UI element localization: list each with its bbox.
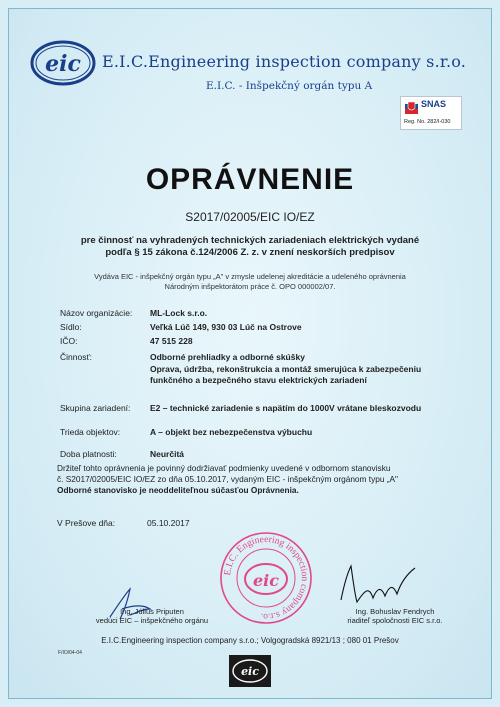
right-signatory-name: Ing. Bohuslav Fendrych [355,607,435,616]
company-subtitle: E.I.C. - Inšpekčný orgán typu A [206,80,373,92]
seat-value: Veľká Lúč 149, 930 03 Lúč na Ostrove [150,322,302,332]
purpose-line: pre činnosť na vyhradených technických zariadeniach elektrických vydané [80,235,420,246]
snas-label: SNAS [421,99,447,109]
slovak-flag-icon [405,99,418,114]
equipment-group-label: Skupina zariadení: [60,403,131,413]
left-signatory [92,607,212,625]
validity-value: Neurčitá [150,449,185,459]
document-purpose [60,235,440,259]
place-date-label: V Prešove dňa: [57,518,116,528]
activity-value-inspections: Odborné prehliadky a odborné skúšky [150,352,305,362]
logo-text: eic [45,51,81,77]
ico-value: 47 515 228 [150,336,193,346]
org-label: Názov organizácie: [60,308,133,318]
left-signatory-name: Ing. Július Priputen [120,607,184,616]
activity-value-repairs: Oprava, údržba, rekonštrukcia a montáž smerujúca k zabezpečeniu funkčného a bezpečného stavu elektrických zariadení [150,364,422,385]
snas-reg-number: Reg. No. 282/I-030 [404,119,451,125]
company-name: E.I.C.Engineering inspection company s.r.o. [102,52,467,71]
left-signatory-role: vedúci EIC – inšpekčného orgánu [95,616,209,625]
snas-badge [400,96,462,130]
issuer-statement [70,272,430,292]
validity-label: Doba platnosti: [60,449,117,459]
official-stamp [218,530,314,626]
document-title: OPRÁVNENIE [145,163,355,196]
org-value: ML-Lock s.r.o. [150,308,208,318]
seat-label: Sídlo: [60,322,82,332]
right-signature-mark [335,560,425,610]
stamp-center-text: eic [253,571,279,590]
footer-logo-text: eic [241,665,259,678]
note-line: Držiteľ tohto oprávnenia je povinný dodržiavať podmienky uvedené v odbornom stanovisku [57,463,391,473]
issuer-line: Vydáva EIC - inšpekčný orgán typu „A" v zmysle udelenej akreditácie a udeleného oprávnenia [94,272,406,281]
right-signatory [330,607,460,625]
issuer-line: Národným inšpektorátom práce č. OPO 000002/07. [164,282,336,291]
document-reference: S2017/02005/EIC IO/EZ [185,210,315,224]
eic-logo [30,38,96,88]
equipment-group-value: E2 – technické zariadenie s napätím do 1000V vrátane bleskozvodu [150,403,422,413]
activity-label: Činnosť: [60,352,93,362]
right-signatory-role: riaditeľ spoločnosti EIC s.r.o. [347,616,443,625]
note-line: č. S2017/02005/EIC IO/EZ zo dňa 05.10.2017, vydaným EIC - inšpekčným orgánom typu „A" [57,474,398,484]
ico-label: IČO: [60,336,78,346]
stamp-ring-text: E.I.C. Engineering inspection company s.r.o. [222,533,311,623]
place-date-value: 05.10.2017 [147,518,190,528]
footer-eic-logo [229,655,271,687]
form-code: F/IO/04-04 [58,650,82,656]
object-class-label: Trieda objektov: [60,427,121,437]
holder-conditions-note [57,463,457,496]
note-line-bold: Odborné stanovisko je neoddeliteľnou súčasťou Oprávnenia. [57,485,299,495]
footer-address: E.I.C.Engineering inspection company s.r.o.; Volgogradská 8921/13 ; 080 01 Prešov [101,636,399,645]
object-class-value: A – objekt bez nebezpečenstva výbuchu [150,427,313,437]
purpose-line: podľa § 15 zákona č.124/2006 Z. z. v znení neskorších predpisov [105,247,395,258]
